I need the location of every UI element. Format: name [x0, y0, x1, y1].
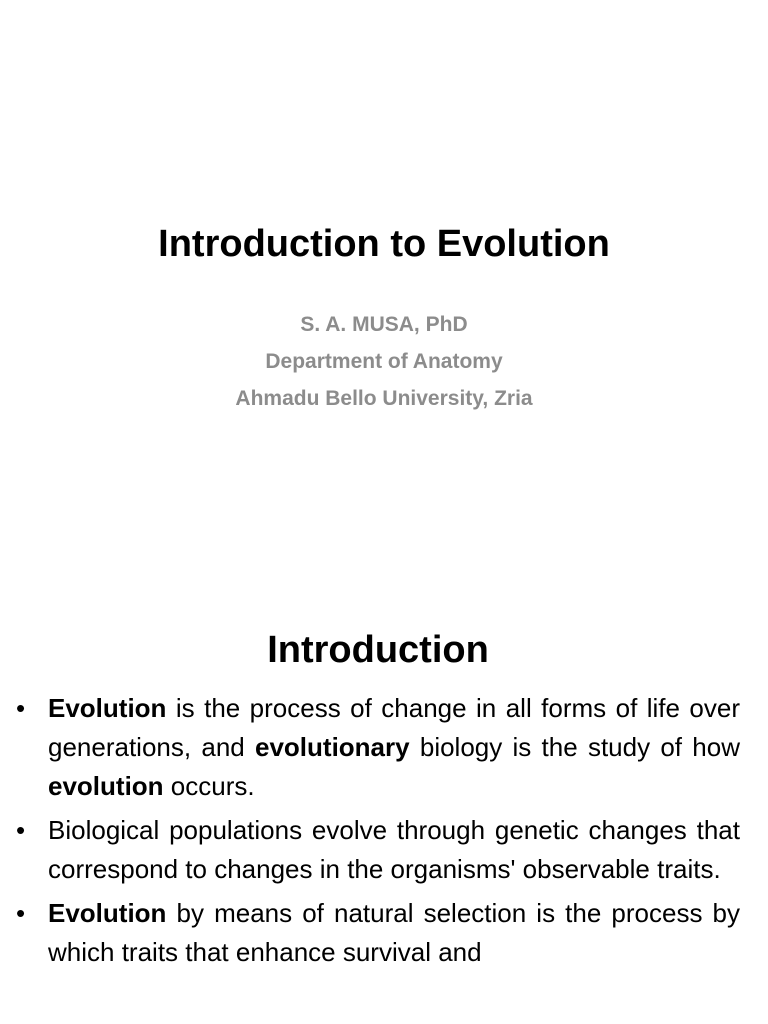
bullet-text: is the process of change in all forms of life over generations, and [48, 693, 740, 762]
bullet-text: by means of natural selection is the process by which traits that enhance survival and [48, 898, 740, 967]
bullet-item [16, 689, 740, 806]
bullet-marker: • [16, 815, 26, 845]
slide-title: Introduction to Evolution [158, 223, 610, 265]
author-name: S. A. MUSA, PhD [300, 313, 468, 336]
bullet-item [16, 894, 740, 972]
bullet-marker: • [16, 693, 26, 723]
bullet-text: biology is the study of how [409, 732, 740, 762]
bold-term: evolutionary [255, 732, 410, 762]
bold-term: evolution [48, 771, 164, 801]
author-department: Department of Anatomy [265, 350, 503, 373]
author-institution: Ahmadu Bello University, Zria [235, 387, 533, 410]
bullet-list [16, 689, 740, 977]
section-heading: Introduction [267, 629, 489, 671]
bullet-item [16, 811, 740, 889]
bold-term: Evolution [48, 693, 167, 723]
bullet-text: Biological populations evolve through genetic changes that correspond to changes in the organisms' observable traits. [48, 815, 740, 884]
bullet-text: occurs. [163, 771, 255, 801]
bold-term: Evolution [48, 898, 167, 928]
author-block [0, 306, 768, 417]
bullet-marker: • [16, 898, 26, 928]
